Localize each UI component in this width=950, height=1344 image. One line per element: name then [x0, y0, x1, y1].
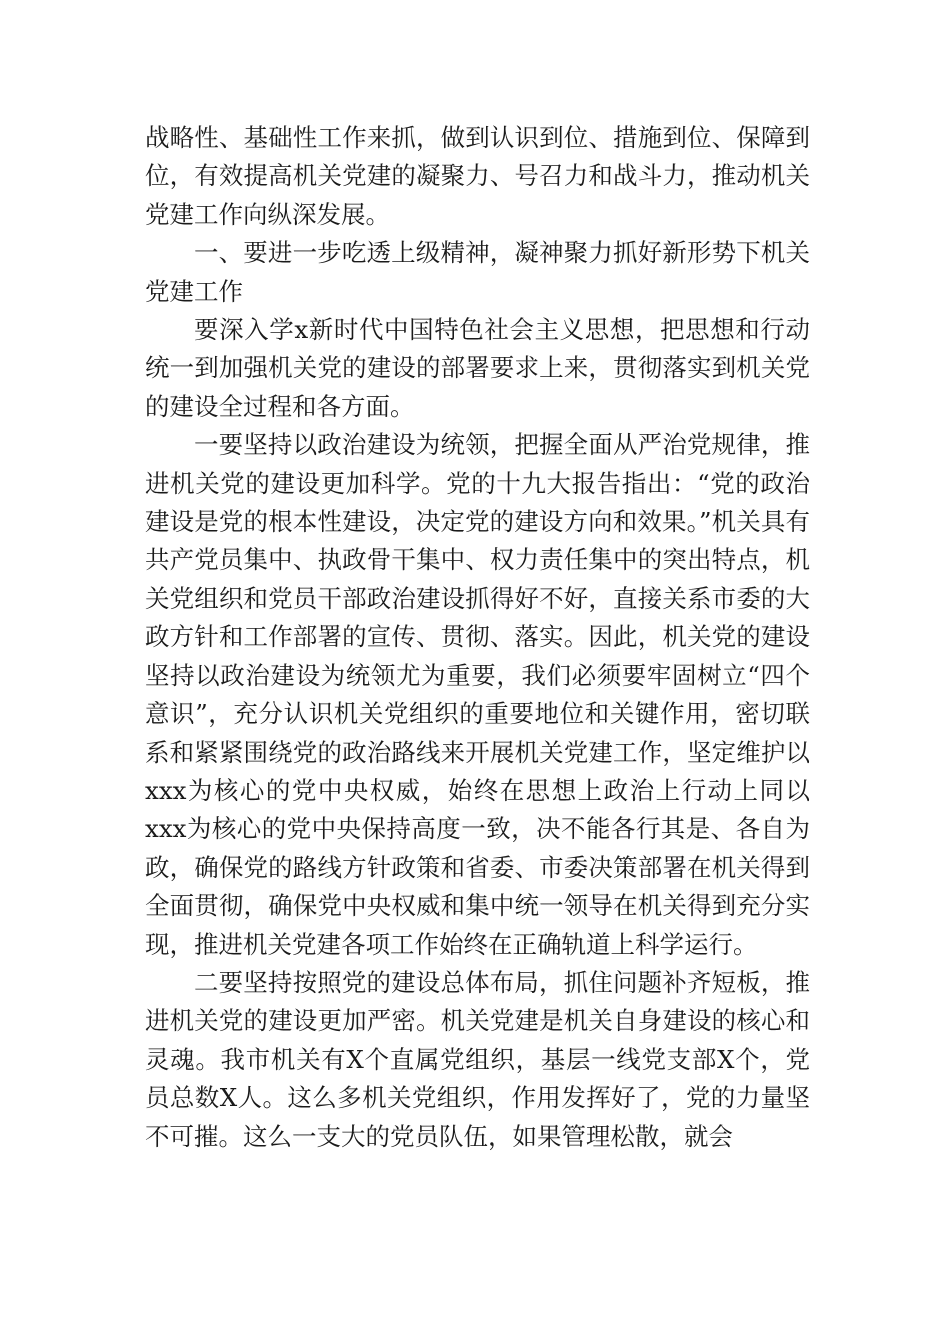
paragraph-continuation: 战略性、基础性工作来抓，做到认识到位、措施到位、保障到位，有效提高机关党建的凝聚力、号召力和战斗力，推动机关党建工作向纵深发展。 [145, 123, 810, 229]
paragraph-point-1: 一要坚持以政治建设为统领，把握全面从严治党规律，推进机关党的建设更加科学。党的十九大报告指出：“党的政治建设是党的根本性建设，决定党的建设方向和效果。”机关具有共产党员集中、执政骨干集中、权力责任集中的突出特点，机关党组织和党员干部政治建设抓得好不好，直接关系市委的大政方针和工作部署的宣传、贯彻、落实。因此，机关党的建设坚持以政治建设为统领尤为重要，我们必须要牢固树立“四个意识”，充分认识机关党组织的重要地位和关键作用，密切联系和紧紧围绕党的政治路线来开展机关党建工作，坚定维护以xxx为核心的党中央权威，始终在思想上政治上行动上同以xxx为核心的党中央保持高度一致，决不能各行其是、各自为政，确保党的路线方针政策和省委、市委决策部署在机关得到全面贯彻，确保党中央权威和集中统一领导在机关得到充分实现，推进机关党建各项工作始终在正确轨道上科学运行。 [145, 430, 810, 959]
section-heading-1: 一、要进一步吃透上级精神，凝神聚力抓好新形势下机关党建工作 [145, 238, 810, 306]
document-body [145, 119, 810, 1156]
paragraph-intro: 要深入学x新时代中国特色社会主义思想，把思想和行动统一到加强机关党的建设的部署要求上来，贯彻落实到机关党的建设全过程和各方面。 [145, 315, 810, 421]
paragraph-point-2: 二要坚持按照党的建设总体布局，抓住问题补齐短板，推进机关党的建设更加严密。机关党建是机关自身建设的核心和灵魂。我市机关有X个直属党组织，基层一线党支部X个，党员总数X人。这么多机关党组织，作用发挥好了，党的力量坚不可摧。这么一支大的党员队伍，如果管理松散，就会 [145, 967, 810, 1151]
